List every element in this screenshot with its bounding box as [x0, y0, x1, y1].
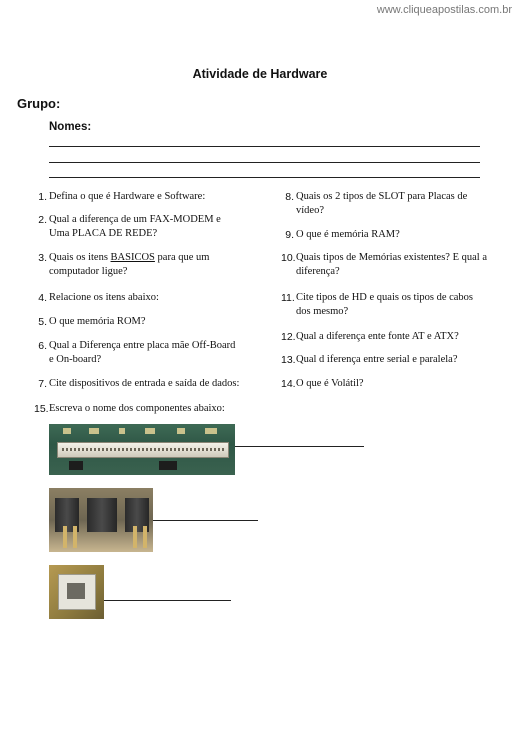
question-text: Defina o que é Hardware e Software:	[49, 191, 206, 202]
socket-center	[67, 583, 85, 599]
pci-slot-photo	[49, 424, 235, 475]
pci-slot	[57, 442, 229, 458]
question-number: 10.	[281, 252, 296, 264]
question-text: Cite dispositivos de entrada e saída de dados:	[49, 378, 240, 389]
question-number: 7.	[38, 378, 47, 390]
question-text-cont: e On-board?	[49, 354, 102, 365]
board-component	[63, 428, 71, 434]
transistor-photo	[49, 488, 153, 552]
question-10	[281, 251, 487, 279]
question-text-cont: computador ligue?	[49, 266, 128, 277]
page-title: Atividade de Hardware	[192, 67, 328, 81]
question-number: 5.	[38, 316, 47, 328]
board-chip	[69, 461, 83, 470]
question-14	[281, 377, 364, 391]
grupo-label: Grupo:	[17, 96, 61, 111]
question-1	[38, 190, 206, 204]
transistor-pin	[133, 526, 137, 548]
question-6	[38, 339, 236, 367]
question-text-underlined: BASICOS	[110, 252, 155, 263]
question-7	[38, 377, 240, 391]
question-13	[281, 353, 458, 367]
transistor-pin	[73, 526, 77, 548]
site-url: www.cliqueapostilas.com.br	[376, 4, 512, 16]
name-line-3	[49, 177, 480, 178]
question-number: 2.	[38, 214, 47, 226]
question-5	[38, 315, 146, 329]
answer-line-2	[153, 520, 258, 521]
cpu-socket-photo	[49, 565, 104, 619]
question-text: Escreva o nome dos componentes abaixo:	[49, 403, 225, 414]
question-text: para que um	[154, 252, 210, 263]
question-number: 6.	[38, 340, 47, 352]
question-text: Qual d iferença entre serial e paralela?	[296, 354, 458, 365]
board-component	[89, 428, 99, 434]
answer-line-1	[235, 446, 364, 447]
question-text: Quais tipos de Memórias existentes? E qual a	[296, 252, 487, 263]
question-text: Quais os itens	[49, 252, 111, 263]
question-text-cont: dos mesmo?	[296, 306, 349, 317]
question-text: Quais os 2 tipos de SLOT para Placas de	[296, 191, 468, 202]
transistor-pin	[143, 526, 147, 548]
board-component	[205, 428, 217, 434]
board-component	[119, 428, 125, 434]
question-text: O que é Volátil?	[296, 378, 364, 389]
question-text: Cite tipos de HD e quais os tipos de cabos	[296, 292, 474, 303]
question-text: O que memória ROM?	[49, 316, 146, 327]
question-2	[38, 213, 221, 241]
transistor-pin	[63, 526, 67, 548]
question-text: Relacione os itens abaixo:	[49, 292, 159, 303]
name-line-2	[49, 162, 480, 163]
question-text-cont: vídeo?	[296, 205, 324, 216]
question-8	[285, 190, 468, 218]
answer-line-3	[104, 600, 231, 601]
question-number: 3.	[38, 252, 47, 264]
question-text: Qual a diferença de um FAX-MODEM e	[49, 214, 221, 225]
question-text-cont: Uma PLACA DE REDE?	[49, 228, 158, 239]
question-text: O que é memória RAM?	[296, 229, 400, 240]
question-3	[38, 251, 210, 279]
question-number: 11.	[281, 292, 295, 304]
question-number: 8.	[285, 191, 294, 203]
board-component	[145, 428, 155, 434]
question-number: 1.	[38, 191, 47, 203]
question-text-cont: diferença?	[296, 266, 340, 277]
question-15	[34, 402, 225, 416]
board-chip	[159, 461, 177, 470]
question-number: 14.	[281, 378, 296, 390]
question-12	[281, 330, 459, 344]
question-number: 15.	[34, 403, 49, 415]
name-line-1	[49, 146, 480, 147]
question-number: 12.	[281, 331, 296, 343]
board-component	[177, 428, 185, 434]
transistor-body	[87, 498, 117, 532]
question-4	[38, 291, 159, 305]
question-11	[281, 291, 474, 319]
question-9	[285, 228, 400, 242]
question-number: 4.	[38, 292, 47, 304]
question-text: Qual a Diferença entre placa mãe Off-Board	[49, 340, 236, 351]
nomes-label: Nomes:	[49, 121, 92, 133]
question-number: 9.	[285, 229, 294, 241]
question-text: Qual a diferença ente fonte AT e ATX?	[296, 331, 459, 342]
question-number: 13.	[281, 354, 296, 366]
